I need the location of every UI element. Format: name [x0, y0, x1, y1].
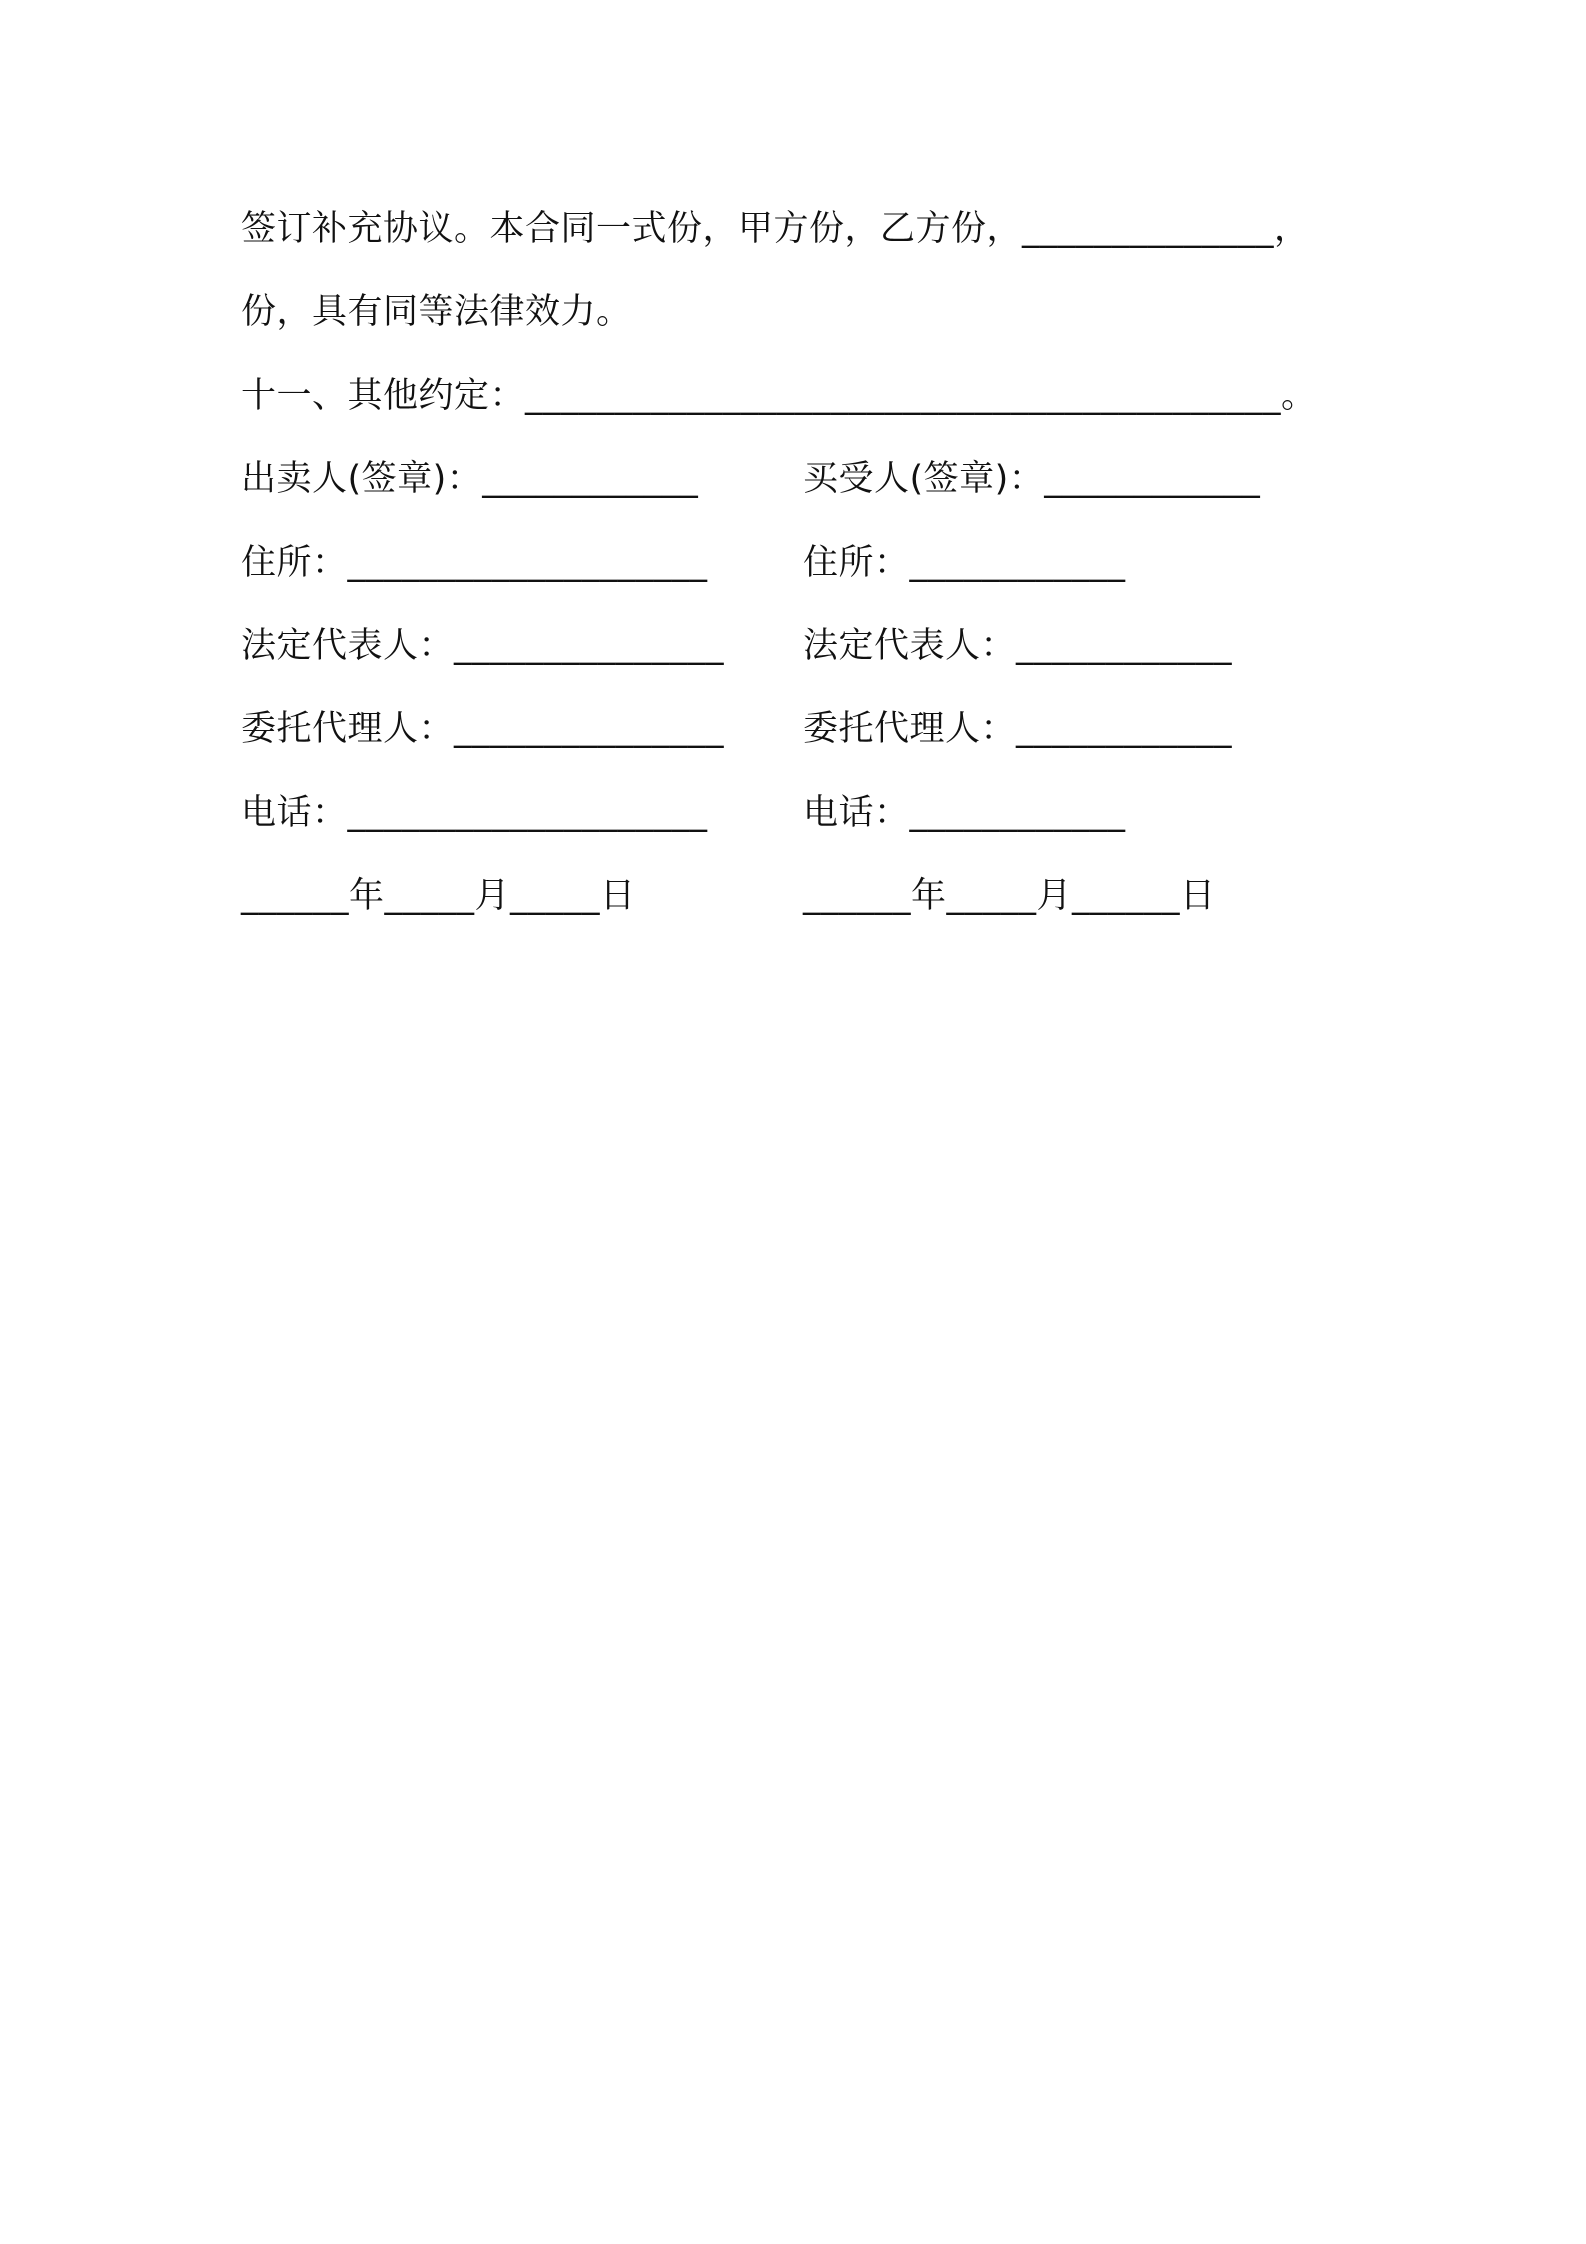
- buyer-phone-text: 电话：____________: [803, 793, 1126, 833]
- buyer-phone-line: [803, 791, 1126, 835]
- seller-name-text: 出卖人(签章)：____________: [241, 459, 699, 499]
- buyer-agent-line: [803, 707, 1232, 751]
- buyer-legal-rep-text: 法定代表人：____________: [803, 626, 1233, 666]
- buyer-address-text: 住所：____________: [803, 543, 1126, 583]
- clause-eleven: [241, 374, 1317, 418]
- buyer-address-line: [803, 541, 1126, 585]
- seller-address-text: 住所：____________________: [241, 543, 708, 583]
- seller-legal-rep-line: [241, 624, 724, 668]
- buyer-name-text: 买受人(签章)：____________: [803, 459, 1261, 499]
- seller-agent-line: [241, 707, 724, 751]
- buyer-legal-rep-line: [803, 624, 1232, 668]
- seller-legal-rep-text: 法定代表人：_______________: [241, 626, 725, 666]
- seller-agent-text: 委托代理人：_______________: [241, 709, 725, 749]
- buyer-agent-text: 委托代理人：____________: [803, 709, 1233, 749]
- paragraph-line-2: [241, 290, 632, 334]
- paragraph-line-2-text: 份，具有同等法律效力。: [241, 292, 632, 332]
- buyer-date-line: [803, 874, 1216, 918]
- seller-date-line: [241, 874, 636, 918]
- seller-name-line: [241, 457, 698, 501]
- seller-phone-line: [241, 791, 708, 835]
- paragraph-line-1-text: 签订补充协议。本合同一式份，甲方份，乙方份，______________，: [241, 209, 1310, 249]
- paragraph-line-1: [241, 207, 1310, 251]
- clause-eleven-text: 十一、其他约定：__________________________________________。: [241, 376, 1317, 416]
- seller-date-text: ______年_____月_____日: [241, 876, 636, 916]
- seller-address-line: [241, 541, 708, 585]
- seller-phone-text: 电话：____________________: [241, 793, 708, 833]
- buyer-date-text: ______年_____月______日: [803, 876, 1216, 916]
- buyer-name-line: [803, 457, 1260, 501]
